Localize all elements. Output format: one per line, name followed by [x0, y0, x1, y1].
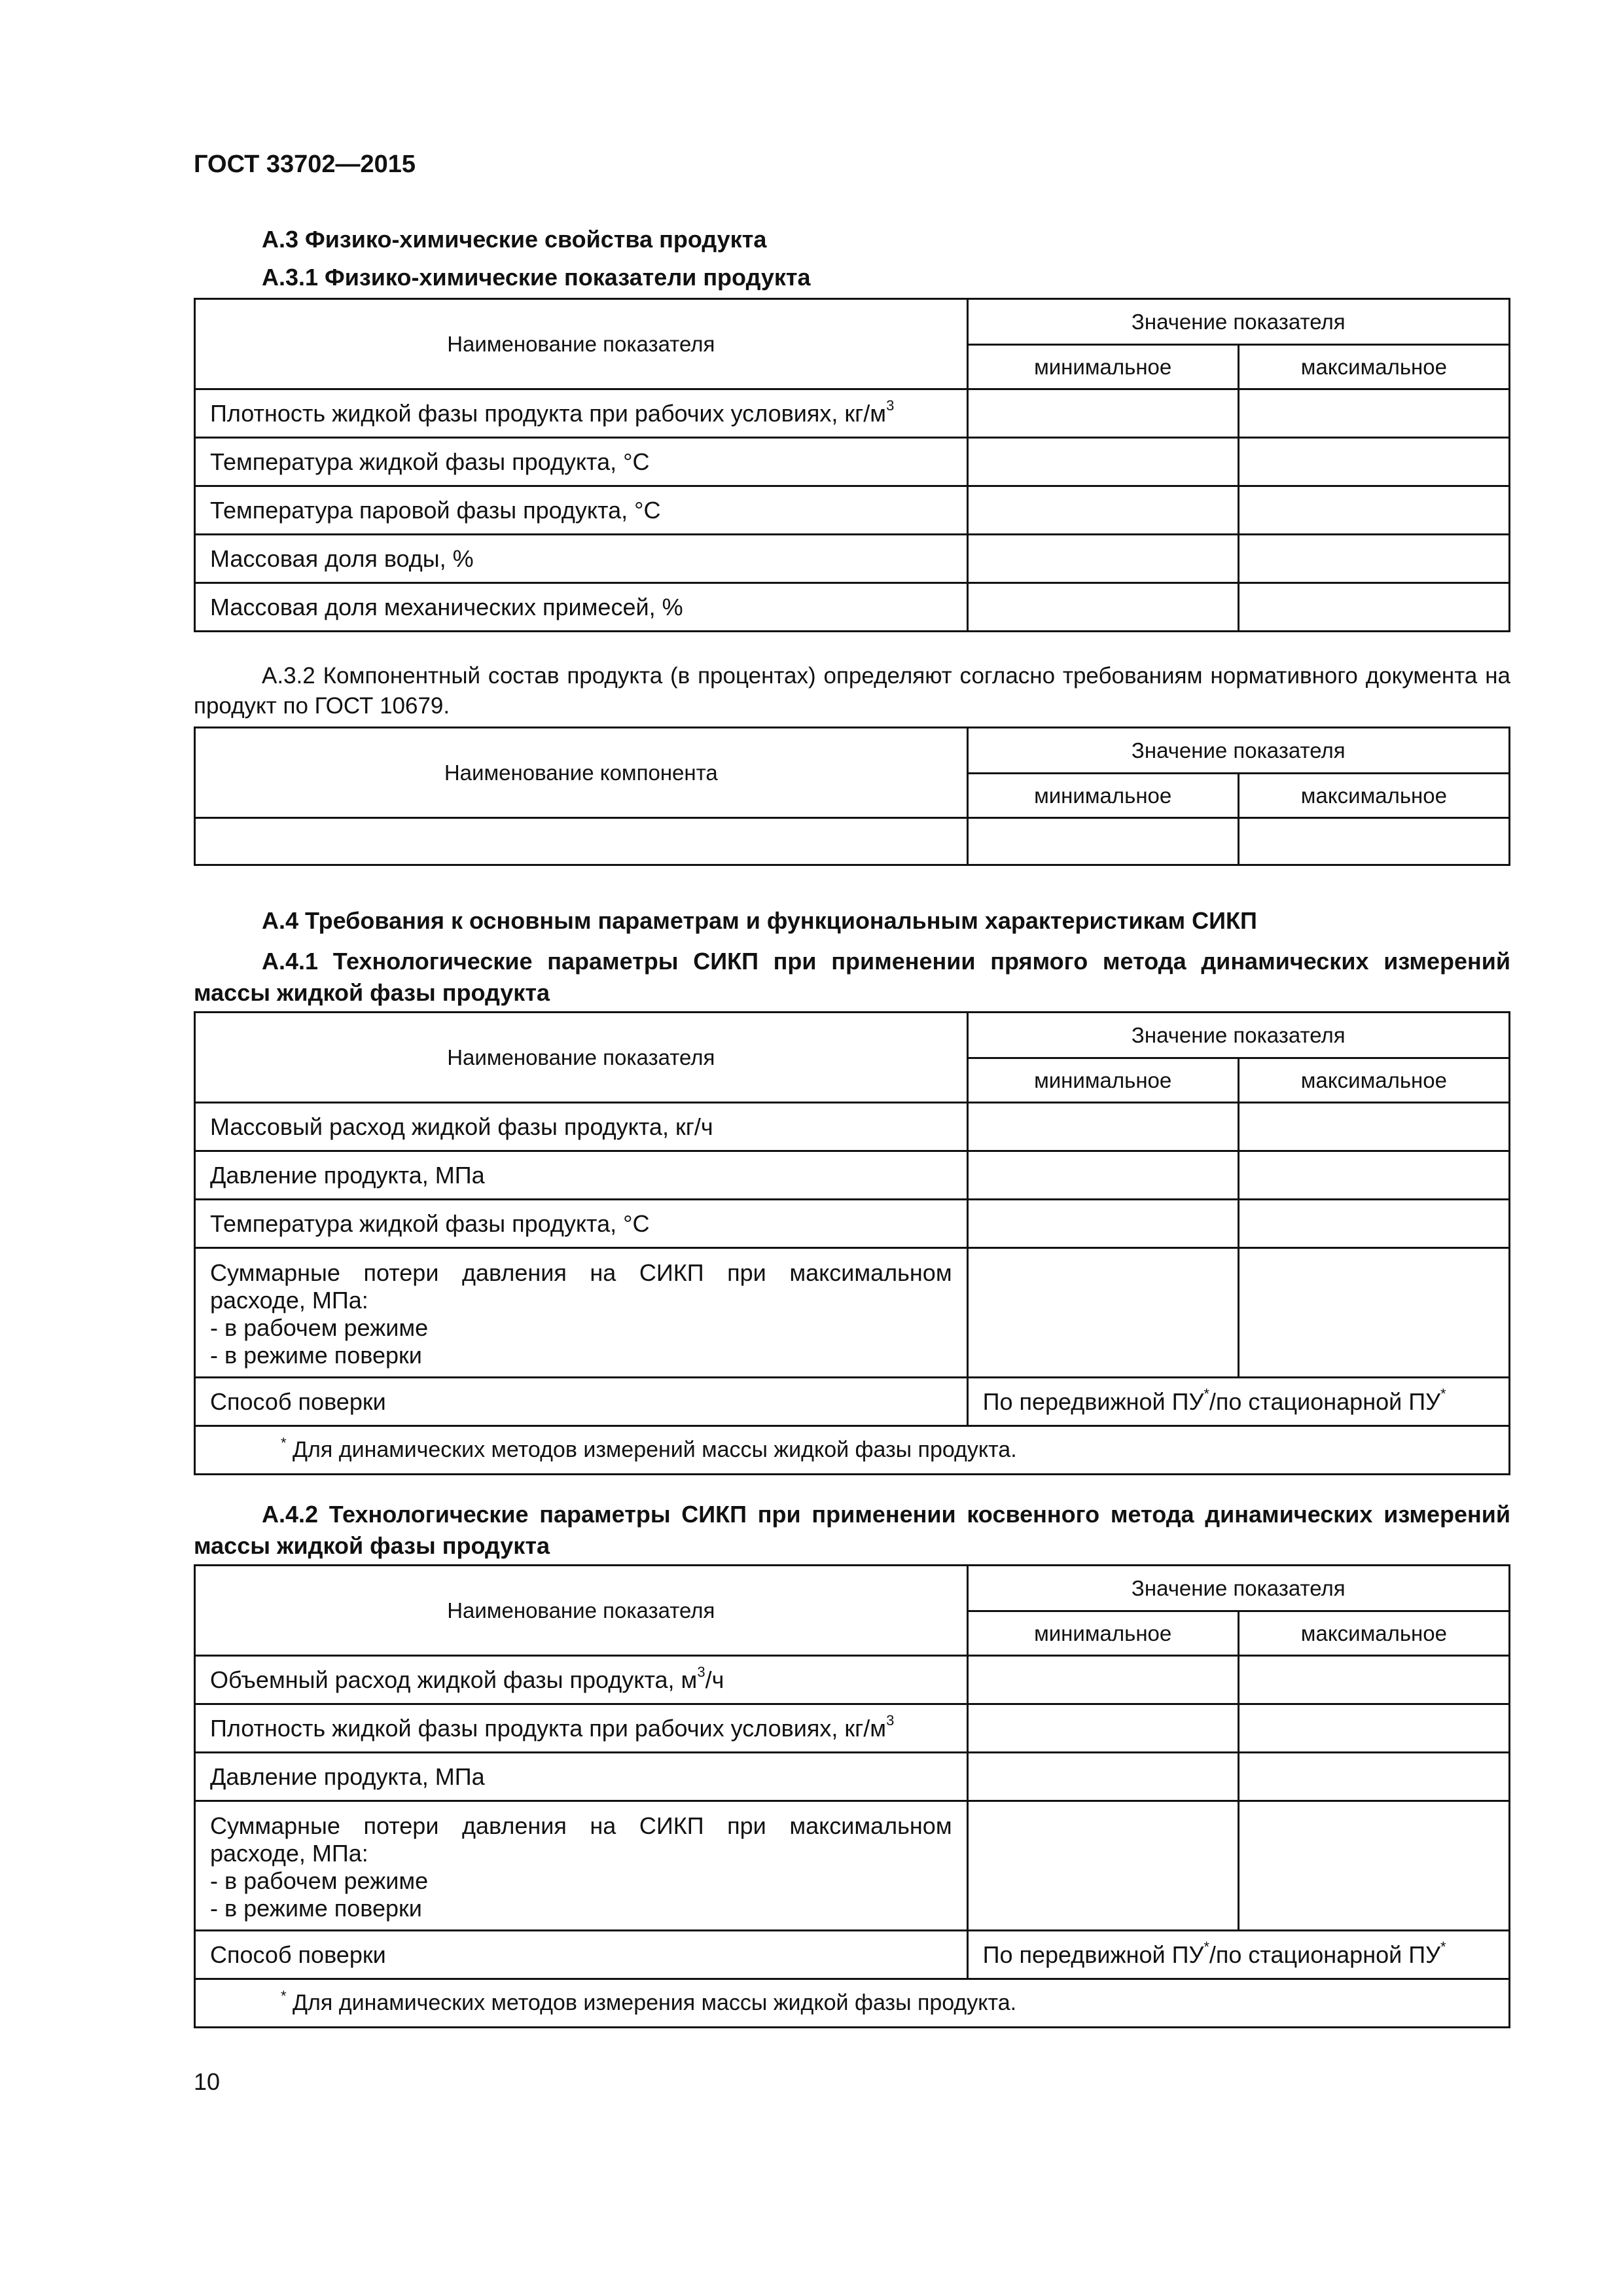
table-footnote: * Для динамических методов измерения массы жидкой фазы продукта. [195, 1979, 1510, 2028]
max-cell [1238, 1656, 1509, 1704]
column-header-value: Значение показателя [967, 1566, 1509, 1611]
max-cell [1238, 389, 1509, 438]
document-header: ГОСТ 33702—2015 [194, 151, 416, 178]
row-label: Температура паровой фазы продукта, °С [195, 486, 968, 535]
row-label-pressure-loss: Суммарные потери давления на СИКП при максимальном расходе, МПа: - в рабочем режиме - в режиме поверки [195, 1248, 968, 1378]
table-row [195, 1248, 1510, 1378]
verification-method-value: По передвижной ПУ*/по стационарной ПУ* [967, 1378, 1509, 1426]
table-footnote-row [195, 1979, 1510, 2028]
row-label: Способ поверки [195, 1378, 968, 1426]
max-cell [1238, 1753, 1509, 1801]
min-cell [967, 1801, 1238, 1931]
table-row [195, 818, 1510, 865]
row-label: Массовая доля воды, % [195, 535, 968, 583]
max-cell [1238, 583, 1509, 632]
min-cell [967, 1151, 1238, 1200]
subsection-title-a31: А.3.1 Физико-химические показатели продукта [262, 264, 811, 291]
table-row [195, 389, 1510, 438]
min-cell [967, 1753, 1238, 1801]
column-header-min: минимальное [967, 1611, 1238, 1656]
column-header-min: минимальное [967, 1058, 1238, 1103]
section-title-a4: А.4 Требования к основным параметрам и функциональным характеристикам СИКП [262, 907, 1257, 934]
table-row [195, 1151, 1510, 1200]
table-row [195, 1753, 1510, 1801]
table-footnote-row [195, 1426, 1510, 1475]
row-label: Способ поверки [195, 1931, 968, 1979]
row-label: Плотность жидкой фазы продукта при рабочих условиях, $кг/м^3$ [195, 389, 968, 438]
min-cell [967, 583, 1238, 632]
row-label: Плотность жидкой фазы продукта при рабочих условиях, $кг/м^3$ [195, 1704, 968, 1753]
column-header-max: максимальное [1238, 1058, 1509, 1103]
min-cell [967, 486, 1238, 535]
min-cell [967, 389, 1238, 438]
section-title-a3: А.3 Физико-химические свойства продукта [262, 226, 767, 253]
row-label [195, 818, 968, 865]
row-label: Давление продукта, МПа [195, 1753, 968, 1801]
table-row [195, 1704, 1510, 1753]
max-cell [1238, 818, 1509, 865]
max-cell [1238, 1704, 1509, 1753]
table-row [195, 1656, 1510, 1704]
min-cell [967, 1248, 1238, 1378]
table-a31 [194, 298, 1510, 632]
max-cell [1238, 535, 1509, 583]
table-a41 [194, 1011, 1510, 1475]
column-header-max: максимальное [1238, 774, 1509, 818]
max-cell [1238, 1801, 1509, 1931]
table-row [195, 1801, 1510, 1931]
max-cell [1238, 1200, 1509, 1248]
subsection-title-a42: А.4.2 Технологические параметры СИКП при применении косвенного метода динамических измерений массы жидкой фазы продукта [194, 1501, 1510, 1559]
table-row [195, 438, 1510, 486]
table-row [195, 583, 1510, 632]
row-label: Массовый расход жидкой фазы продукта, кг/ч [195, 1103, 968, 1151]
paragraph-a32: А.3.2 Компонентный состав продукта (в процентах) определяют согласно требованиям нормативного документа на продукт по ГОСТ 10679. [194, 663, 1510, 719]
column-header-name: Наименование показателя [195, 1013, 968, 1103]
row-label: Массовая доля механических примесей, % [195, 583, 968, 632]
table-row [195, 535, 1510, 583]
table-a32 [194, 726, 1510, 866]
max-cell [1238, 1248, 1509, 1378]
column-header-value: Значение показателя [967, 299, 1509, 345]
row-label: Температура жидкой фазы продукта, °С [195, 438, 968, 486]
max-cell [1238, 1103, 1509, 1151]
max-cell [1238, 438, 1509, 486]
column-header-name: Наименование показателя [195, 1566, 968, 1656]
subsection-title-a41: А.4.1 Технологические параметры СИКП при применении прямого метода динамических измерений массы жидкой фазы продукта [194, 948, 1510, 1006]
table-row [195, 486, 1510, 535]
min-cell [967, 1103, 1238, 1151]
table-a42 [194, 1564, 1510, 2028]
table-row [195, 1103, 1510, 1151]
column-header-value: Значение показателя [967, 1013, 1509, 1058]
column-header-max: максимальное [1238, 345, 1509, 389]
max-cell [1238, 1151, 1509, 1200]
column-header-name: Наименование показателя [195, 299, 968, 389]
row-label-pressure-loss: Суммарные потери давления на СИКП при максимальном расходе, МПа: - в рабочем режиме - в режиме поверки [195, 1801, 968, 1931]
column-header-min: минимальное [967, 774, 1238, 818]
table-row [195, 1931, 1510, 1979]
min-cell [967, 818, 1238, 865]
column-header-name: Наименование компонента [195, 728, 968, 818]
table-footnote: * Для динамических методов измерений массы жидкой фазы продукта. [195, 1426, 1510, 1475]
row-label: Температура жидкой фазы продукта, °С [195, 1200, 968, 1248]
column-header-max: максимальное [1238, 1611, 1509, 1656]
min-cell [967, 438, 1238, 486]
max-cell [1238, 486, 1509, 535]
table-row [195, 1378, 1510, 1426]
column-header-value: Значение показателя [967, 728, 1509, 774]
column-header-min: минимальное [967, 345, 1238, 389]
row-label: Объемный расход жидкой фазы продукта, $м^3/ч$ [195, 1656, 968, 1704]
page-number: 10 [194, 2068, 221, 2095]
verification-method-value: По передвижной ПУ*/по стационарной ПУ* [967, 1931, 1509, 1979]
min-cell [967, 535, 1238, 583]
min-cell [967, 1704, 1238, 1753]
min-cell [967, 1656, 1238, 1704]
row-label: Давление продукта, МПа [195, 1151, 968, 1200]
table-row [195, 1200, 1510, 1248]
min-cell [967, 1200, 1238, 1248]
